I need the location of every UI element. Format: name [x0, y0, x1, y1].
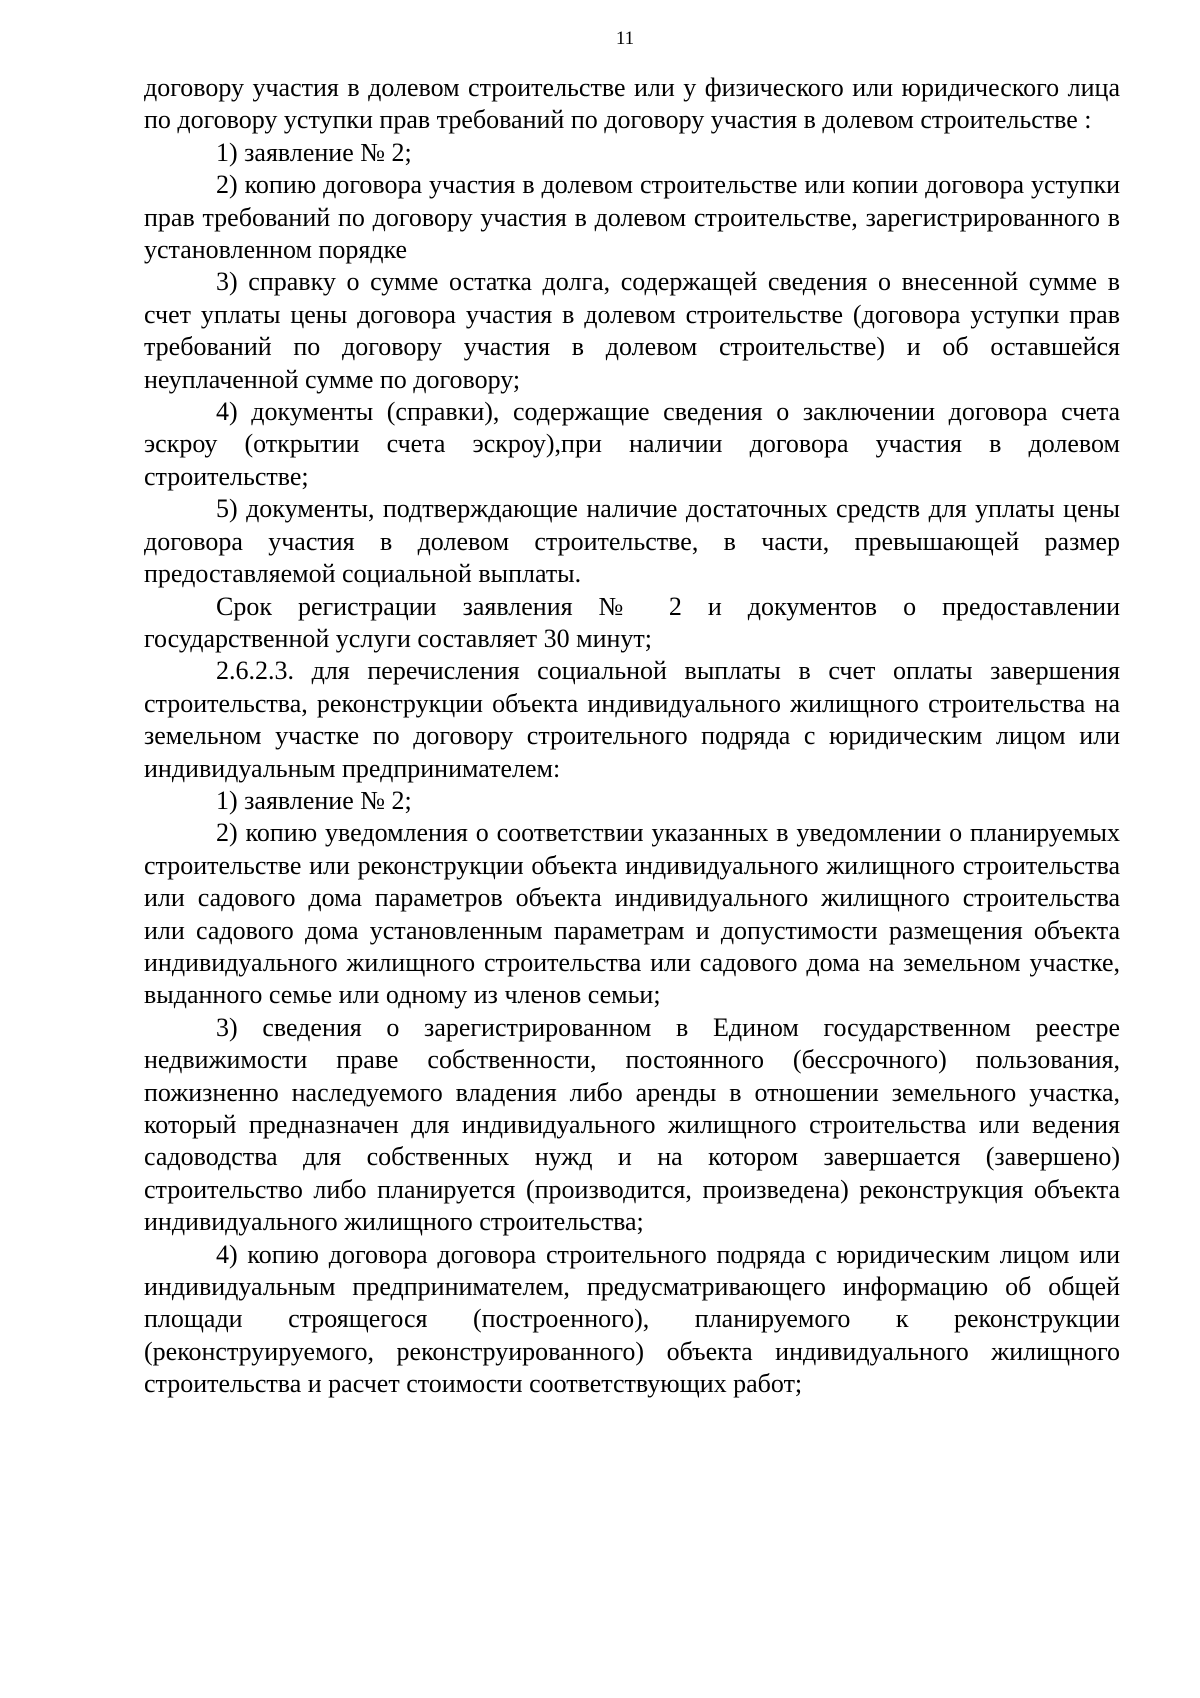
paragraph-item-2: 2) копию договора участия в долевом строительстве или копии договора уступки прав требований по договору участия в долевом строительстве, зарегистрированного в установленном порядке: [144, 170, 1120, 265]
paragraph-item-2b: 2) копию уведомления о соответствии указанных в уведомлении о планируемых строительстве или реконструкции объекта индивидуального жилищного строительства или садового дома параметров объекта индивидуального жилищного строительства или садового дома установленным параметрам и допустимости размещения объекта индивидуального жилищного строительства или садового дома на земельном участке, выданного семье или одному из членов семьи;: [144, 818, 1120, 1010]
paragraph-section-2-6-2-3: 2.6.2.3. для перечисления социальной выплаты в счет оплаты завершения строительства, реконструкции объекта индивидуального жилищного строительства на земельном участке по договору строительного подряда с юридическим лицом или индивидуальным предпринимателем:: [144, 656, 1120, 783]
paragraph-continuation: договору участия в долевом строительстве или у физического или юридического лица по договору уступки прав требований по договору участия в долевом строительстве :: [144, 73, 1120, 135]
paragraph-item-4: 4) документы (справки), содержащие сведения о заключении договора счета эскроу (открытии счета эскроу),при наличии договора участия в долевом строительстве;: [144, 397, 1120, 491]
paragraph-item-4b: 4) копию договора договора строительного подряда с юридическим лицом или индивидуальным предпринимателем, предусматривающего информацию об общей площади строящегося (построенного), планируемого к реконструкции (реконструируемого, реконструированного) объекта индивидуального жилищного строительства и расчет стоимости соответствующих работ;: [144, 1239, 1120, 1399]
paragraph-item-1: 1) заявление № 2;: [216, 137, 412, 167]
paragraph-registration-term: Срок регистрации заявления № 2 и документов о предоставлении государственной услуги составляет 30 минут;: [144, 591, 1120, 653]
paragraph-item-3b: 3) сведения о зарегистрированном в Едином государственном реестре недвижимости праве собственности, постоянного (бессрочного) пользования, пожизненно наследуемого владения либо аренды в отношении земельного участка, который предназначен для индивидуального жилищного строительства или ведения садоводства для собственных нужд и на котором завершается (завершено) строительство либо планируется (производится, произведена) реконструкция объекта индивидуального жилищного строительства;: [144, 1012, 1120, 1237]
page-number: 11: [615, 28, 635, 49]
document-body: [144, 72, 1120, 1401]
paragraph-item-1b: 1) заявление № 2;: [216, 785, 412, 815]
paragraph-item-3: 3) справку о сумме остатка долга, содержащей сведения о внесенной сумме в счет уплаты цены договора участия в долевом строительстве (договора уступки прав требований по договору участия в долевом строительстве) и об оставшейся неуплаченной сумме по договору;: [144, 267, 1120, 394]
paragraph-item-5: 5) документы, подтверждающие наличие достаточных средств для уплаты цены договора участия в долевом строительстве, в части, превышающей размер предоставляемой социальной выплаты.: [144, 494, 1120, 589]
